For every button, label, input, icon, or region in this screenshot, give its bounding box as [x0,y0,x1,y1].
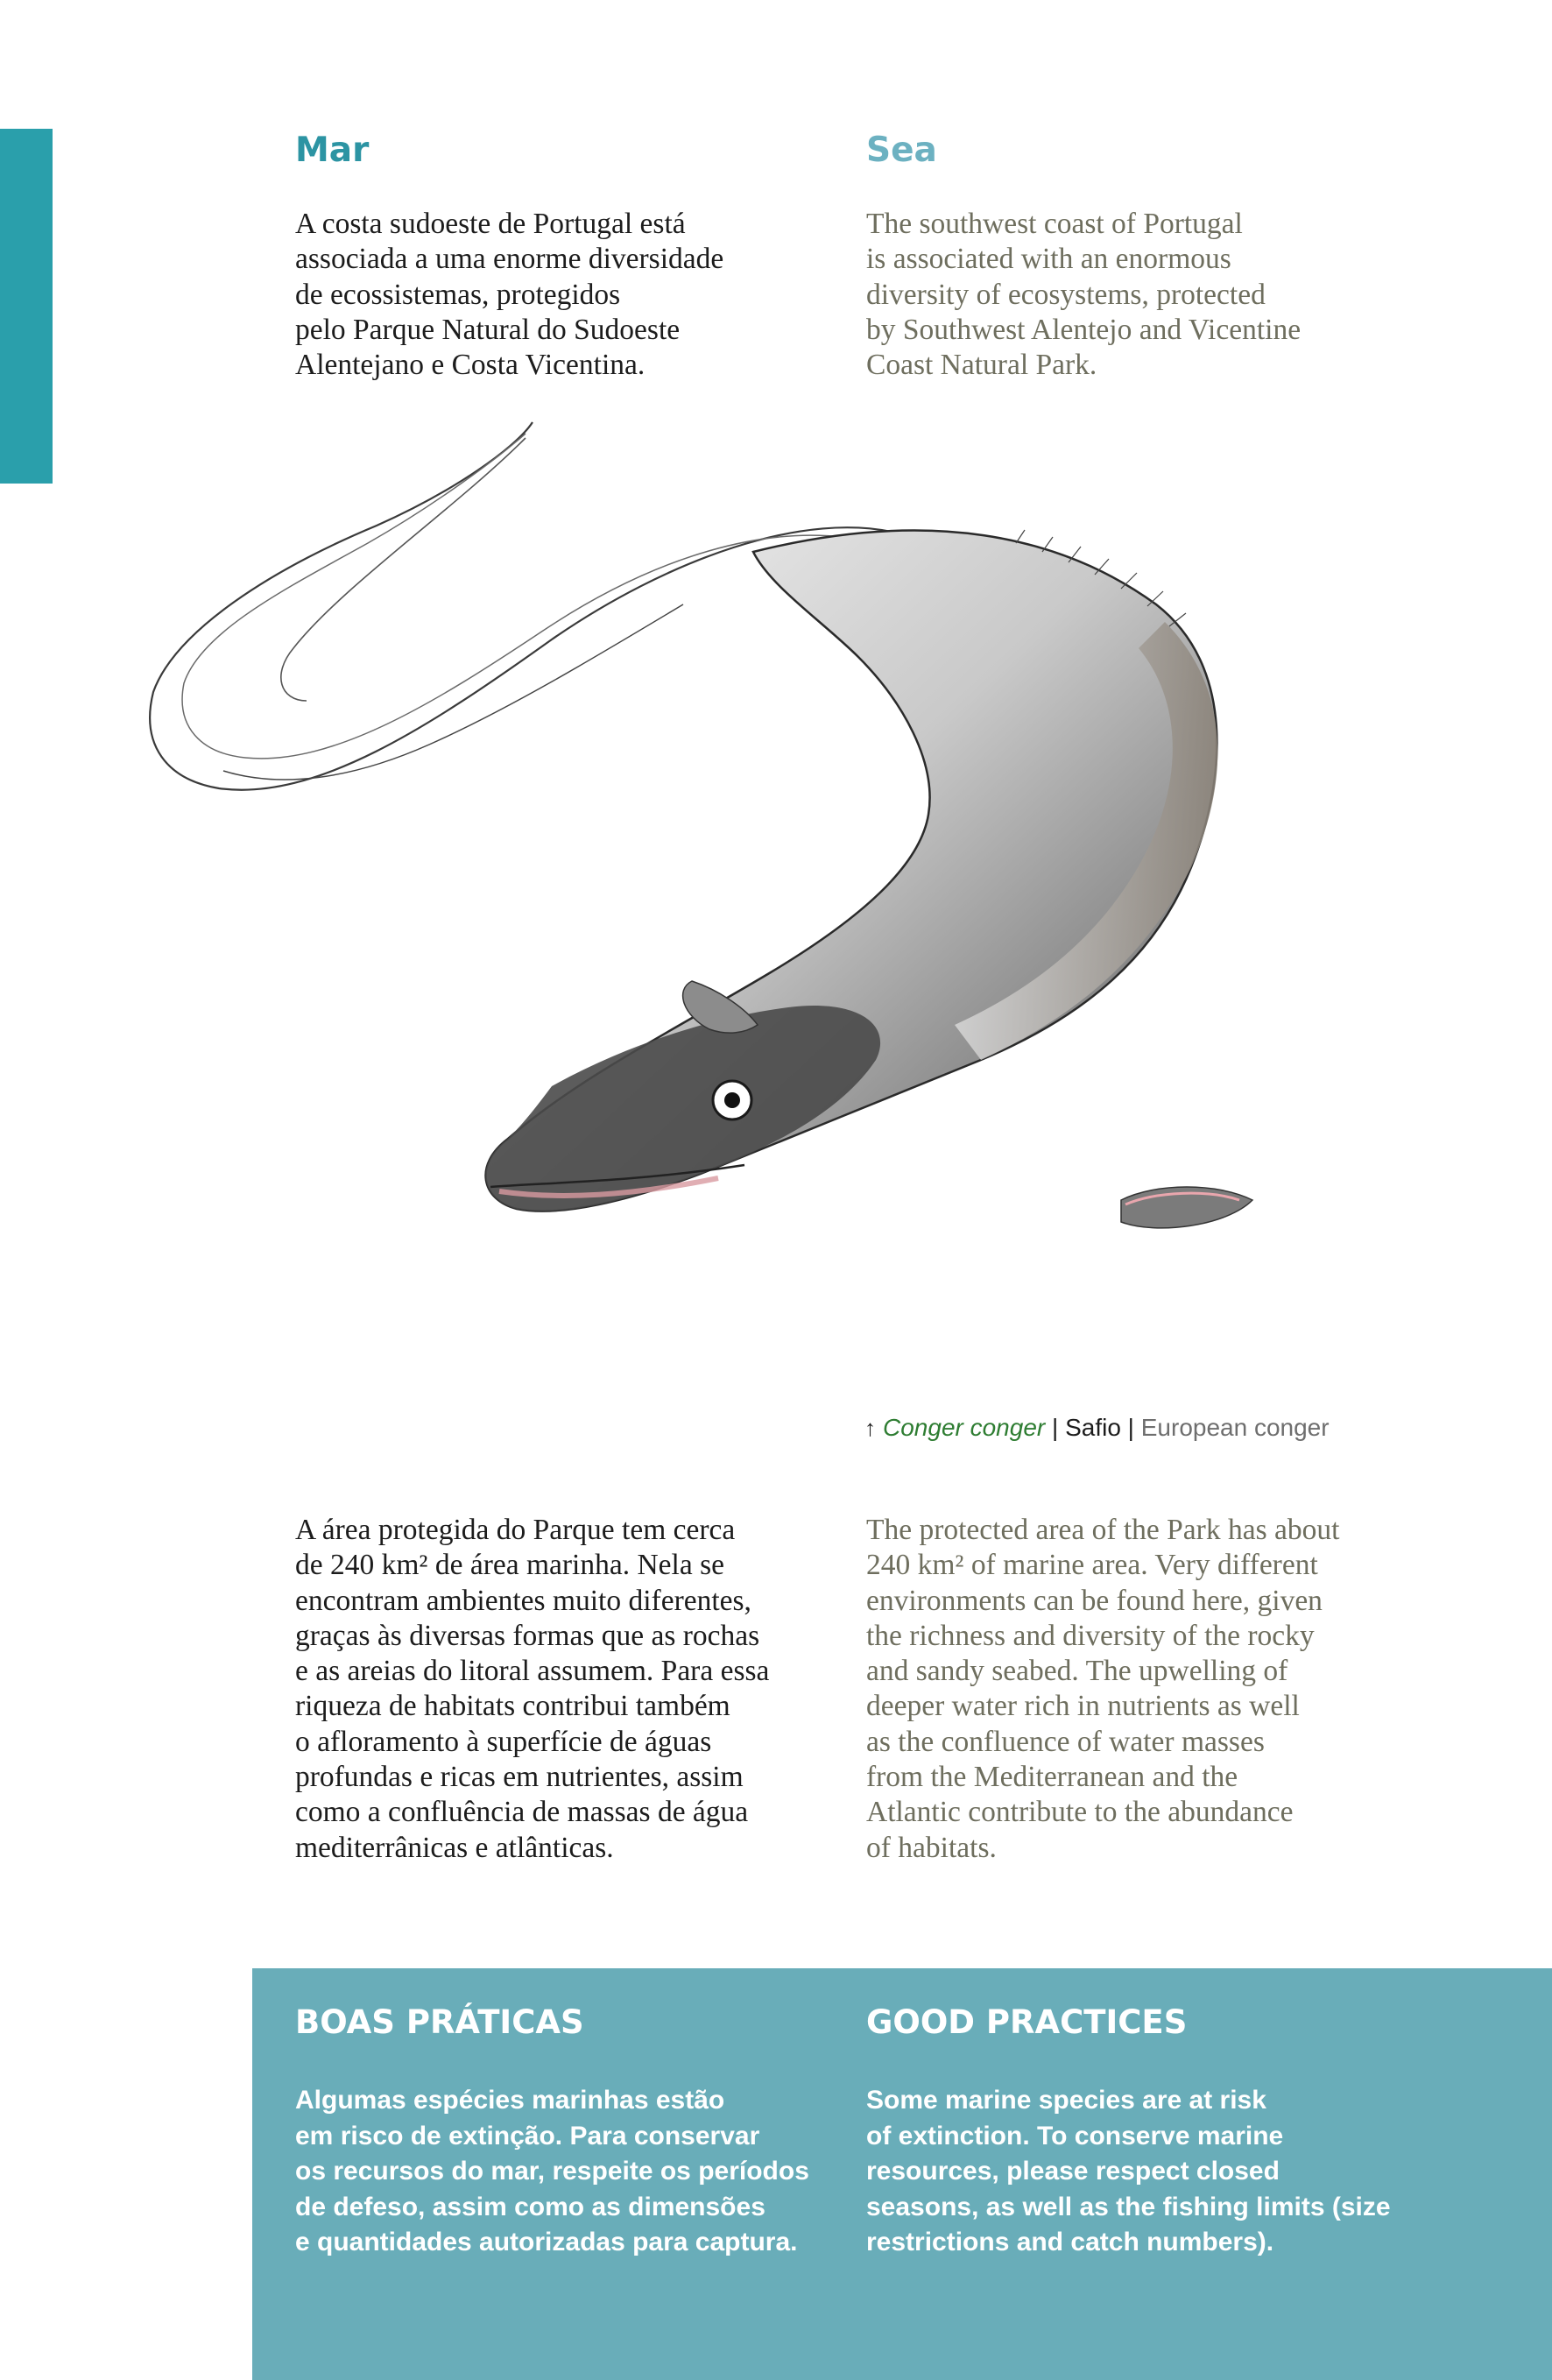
eel-tail-lower-edge [223,604,683,780]
illustration-caption [864,1412,1330,1444]
caption-english-name: European conger [1140,1414,1330,1441]
eel-tail-outline-inner [182,434,876,759]
eel-pupil [724,1092,740,1108]
heading-sea: Sea [866,131,937,170]
good-practices-text-pt: Algumas espécies marinhas estão em risco de extinção. Para conservar os recursos do mar, respeite os períodos de defeso, assim como as dimensões e quantidades autorizadas para captura. [295,2086,809,2256]
intro-text-pt: A costa sudoeste de Portugal está associada a uma enorme diversidade de ecossistemas, protegidos pelo Parque Natural do Sudoeste Alentejano e Costa Vicentina. [295,208,724,382]
body-text-pt: A área protegida do Parque tem cerca de 240 km² de área marinha. Nela se encontram ambientes muito diferentes, graças às diversas formas que as rochas e as areias do litoral assumem. Para essa riqueza de habitats contribui também o afloramento à superfície de águas profundas e ricas em nutrientes, assim como a confluência de massas de água mediterrânicas e atlânticas. [295,1514,770,1864]
arrow-up-icon: ↑ [864,1415,876,1441]
caption-separator: | [1120,1414,1141,1441]
conger-eel-illustration [140,412,1358,1419]
intro-text-en: The southwest coast of Portugal is associated with an enormous diversity of ecosystems, protected by Southwest Alentejo and Vicentine Coast Natural Park. [866,208,1302,382]
eel-fin-ridge [281,438,526,701]
body-text-en: The protected area of the Park has about 240 km² of marine area. Very different environments can be found here, given the richness and diversity of the rocky and sandy seabed. The upwelling of deeper water rich in nutrients as well as the confluence of water masses from the Mediterranean and the Atlantic contribute to the abundance of habitats. [866,1514,1340,1864]
section-side-tab [0,129,53,484]
eel-tail-outline [150,422,902,790]
heading-mar: Mar [295,131,370,170]
good-practices-text-en: Some marine species are at risk of extinction. To conserve marine resources, please respect closed seasons, as well as the fishing limits (size restrictions and catch numbers). [866,2086,1391,2256]
good-practices-heading-pt: BOAS PRÁTICAS [295,2003,584,2041]
caption-separator: | [1045,1414,1066,1441]
caption-scientific-name: Conger conger [883,1414,1046,1441]
good-practices-heading-en: GOOD PRACTICES [866,2003,1188,2041]
caption-portuguese-name: Safio [1065,1414,1121,1441]
